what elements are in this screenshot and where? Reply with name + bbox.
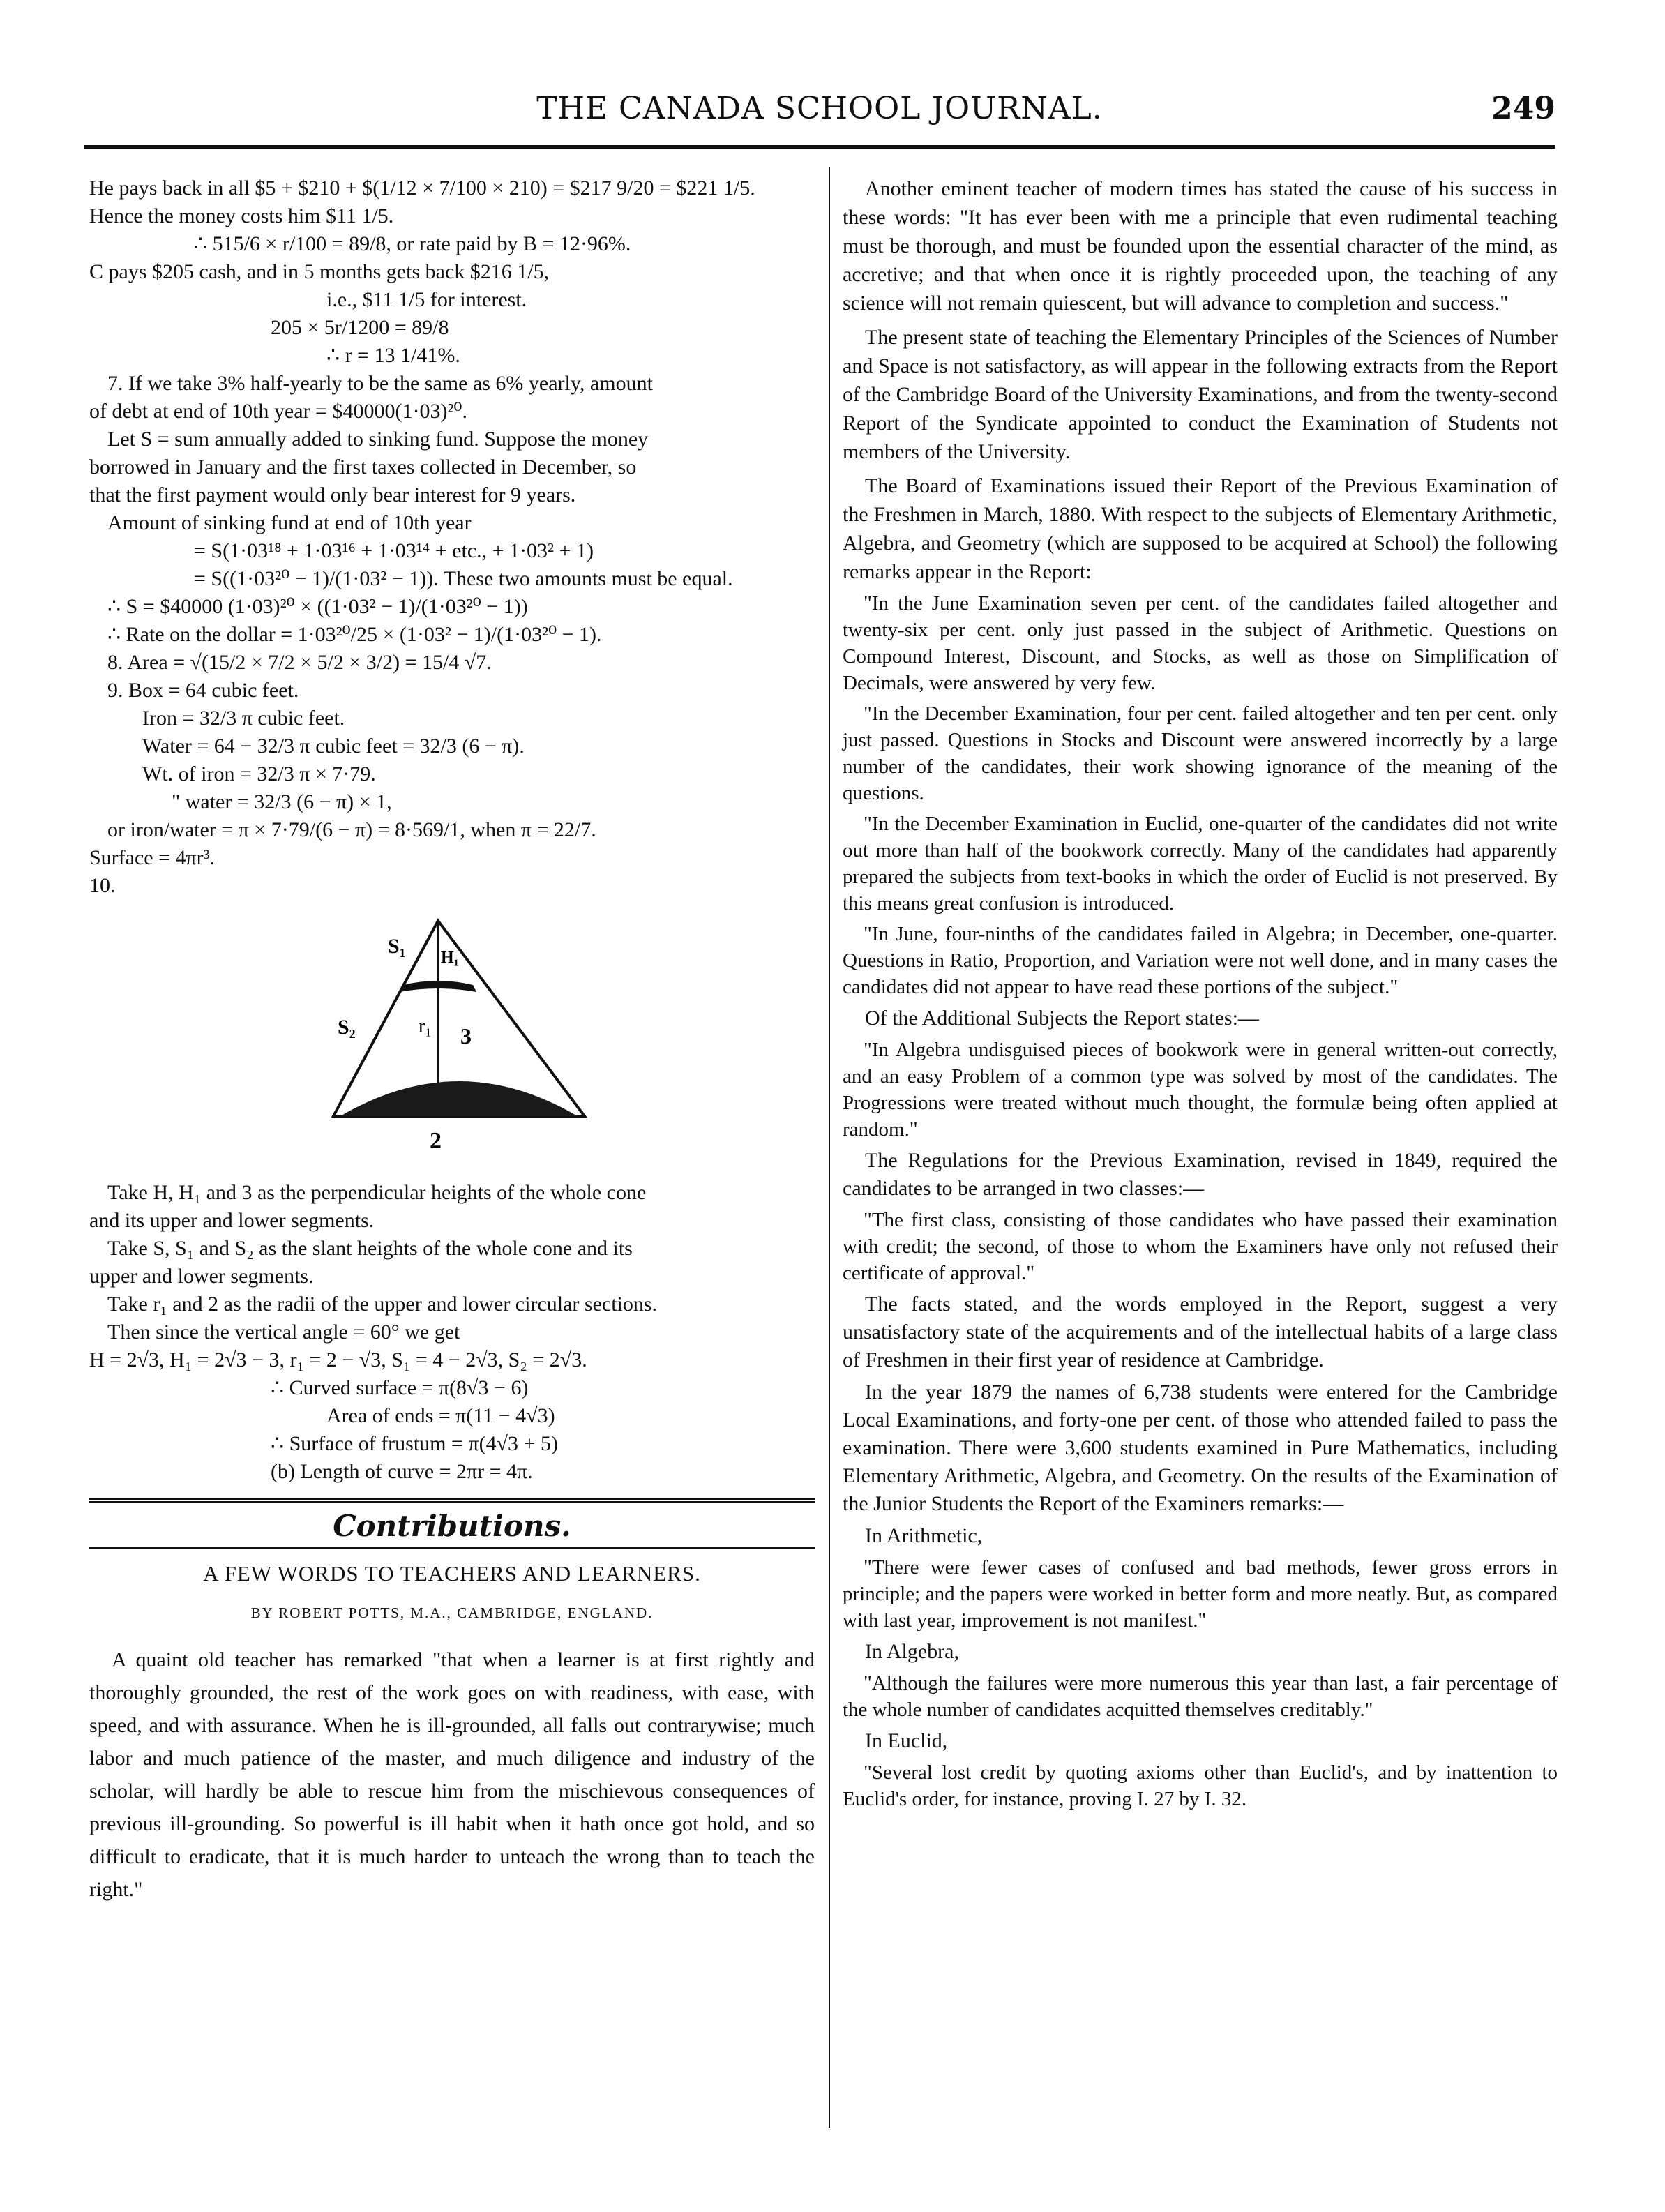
solution-line: 8. Area = √(15/2 × 7/2 × 5/2 × 3/2) = 15/4 √7. [107,651,492,674]
solution-line: 205 × 5r/1200 = 89/8 [271,316,449,339]
paragraph: In Euclid, [865,1729,948,1752]
solution-line: ∴ Curved surface = π(8√3 − 6) [271,1376,529,1399]
paragraph: Of the Additional Subjects the Report states:— [865,1007,1259,1030]
quote-paragraph: "In the June Examination seven per cent. of the candidates failed altogether and twenty-six per cent. only just passed in the subject of Arithmetic. Questions on Compound Interest, Discount, and Stocks, as well as those on Simplification of Decimals, were answered by very few. [843,592,1558,694]
solution-line: = S(1·03¹⁸ + 1·03¹⁶ + 1·03¹⁴ + etc., + 1·03² + 1) [194,539,594,562]
solution-line: or iron/water = π × 7·79/(6 − π) = 8·569/1, when π = 22/7. [107,818,596,841]
solution-line: Amount of sinking fund at end of 10th year [107,511,472,534]
solution-line: Water = 64 − 32/3 π cubic feet = 32/3 (6 − π). [142,735,525,758]
arithmetic-quote [843,1554,1558,1634]
quote-paragraph: "In the December Examination, four per cent. failed altogether and ten per cent. only just passed. Questions in Stocks and Discount were answered incorrectly by a large number of the candidates, their work showing ignorance of the meaning of the questions. [843,702,1558,804]
quote-paragraph: "Although the failures were more numerous this year than last, a fair percentage of the whole number of candidates acquitted themselves creditably." [843,1672,1558,1721]
additional-quote [843,1037,1558,1143]
solution-line: ∴ r = 13 1/41%. [326,344,460,367]
quote-paragraph: "The first class, consisting of those candidates who have passed their examination with credit; the second, of those to whom the Examiners have only not refused their certificate of approval." [843,1209,1558,1284]
label-s1: S₁ [388,935,406,958]
solution-line: 7. If we take 3% half-yearly to be the same as 6% yearly, amount [107,372,653,395]
solution-line: = S((1·03²⁰ − 1)/(1·03² − 1)). These two amounts must be equal. [194,567,733,590]
euclid-quote [843,1759,1558,1812]
label-r1: r₁ [419,1016,432,1037]
solution-line: Then since the vertical angle = 60° we get [107,1321,460,1344]
header-rule [84,145,1555,149]
paragraph: The present state of teaching the Elementary Principles of the Sciences of Number and Space is not satisfactory, as will appear in the following extracts from the Report of the Cambridge Board of the University Examinations, and from the twenty-second Report of the Syndicate appointed to conduct the Examination of Students not members of the University. [843,326,1558,463]
quote-paragraph: "In the December Examination in Euclid, one-quarter of the candidates did not write out more than half of the bookwork correctly. Many of the candidates had apparently prepared the subjects from text-books in which the order of Euclid is not preserved. By this means great confusion is introduced. [843,813,1558,915]
solution-line: ∴ Surface of frustum = π(4√3 + 5) [271,1432,558,1455]
article-paragraph: A quaint old teacher has remarked "that when a learner is at first rightly and thoroughly grounded, the rest of the work goes on with readiness, with ease, with speed, and with assurance. When he is ill-grounded, all falls out contrarywise; much labor and much patience of the master, and much diligence and industry of the scholar, will hardly be able to rescue him from the mischievous consequences of previous ill-grounding. So powerful is ill habit when it hath once got hold, and so difficult to eradicate, that it is much harder to unteach the wrong than to teach the right." [89,1648,815,1901]
label-three: 3 [460,1023,472,1048]
section-title: Contributions. [333,1509,571,1543]
solution-line: (b) Length of curve = 2πr = 4π. [271,1460,533,1483]
quote-paragraph: "In Algebra undisguised pieces of bookwork were in general written-out correctly, and an easy Problem of a common type was solved by most of the candidates. The Progressions were treated without much thought, the formulæ being often applied at random." [843,1039,1558,1141]
solution-line: borrowed in January and the first taxes collected in December, so [89,456,637,479]
solution-line: ∴ Rate on the dollar = 1·03²⁰/25 × (1·03² − 1)/(1·03²⁰ − 1). [107,623,602,646]
article-byline: BY ROBERT POTTS, M.A., CAMBRIDGE, ENGLAND. [250,1604,654,1621]
label-s2: S₂ [338,1016,356,1039]
paragraph: In Algebra, [865,1640,959,1663]
solution-line: ∴ S = $40000 (1·03)²⁰ × ((1·03² − 1)/(1·03²⁰ − 1)) [107,595,528,618]
page-header [84,91,1555,133]
article-body [89,1643,815,1906]
report-quotes [843,590,1558,1000]
title-rule [89,1547,815,1549]
solution-line: " water = 32/3 (6 − π) × 1, [172,790,392,813]
solution-line: and its upper and lower segments. [89,1209,375,1232]
solution-line: Iron = 32/3 π cubic feet. [142,707,345,730]
paragraph: In Arithmetic, [865,1524,983,1547]
quote-paragraph: "There were fewer cases of confused and bad methods, fewer gross errors in principle; and the papers were worked in better form and more neatly. But, as compared with last year, improvement is not manifest." [843,1556,1558,1632]
page-number: 249 [1491,91,1555,126]
column-divider [829,167,830,2128]
solution-line: Wt. of iron = 32/3 π × 7·79. [142,762,376,785]
journal-title: THE CANADA SCHOOL JOURNAL. [536,91,1103,126]
paragraph: In the year 1879 the names of 6,738 students were entered for the Cambridge Local Examinations, and forty-one per cent. of those who attended failed to pass the examination. There were 3,600 students examined in Pure Mathematics, including Elementary Arithmetic, Algebra, and Geometry. On the results of the Examination of the Junior Students the Report of the Examiners remarks:— [843,1380,1558,1515]
solution-line: Take r₁ and 2 as the radii of the upper and lower circular sections. [107,1293,658,1316]
right-column [843,174,1558,1816]
solution-line: Hence the money costs him $11 1/5. [89,204,394,227]
solution-line: 10. [89,874,116,897]
paragraph: The facts stated, and the words employed in the Report, suggest a very unsatisfactory state of the acquirements and of the intellectual habits of a large class of Freshmen in their first year of residence at Cambridge. [843,1293,1558,1371]
cone-frustum-figure [299,907,633,1172]
solution-line: upper and lower segments. [89,1265,314,1288]
solution-line: Take S, S₁ and S₂ as the slant heights of the whole cone and its [107,1237,633,1260]
solution-line: H = 2√3, H₁ = 2√3 − 3, r₁ = 2 − √3, S₁ = 4 − 2√3, S₂ = 2√3. [89,1348,587,1371]
quote-paragraph: "Several lost credit by quoting axioms other than Euclid's, and by inattention to Euclid's order, for instance, proving I. 27 by I. 32. [843,1761,1558,1810]
quote-paragraph: "In June, four-ninths of the candidates failed in Algebra; in December, one-quarter. Questions in Ratio, Proportion, and Variation were not well done, and in many cases the candidates did not appear to have read these portions of the subject." [843,923,1558,998]
paragraph: The Board of Examinations issued their Report of the Previous Examination of the Freshmen in March, 1880. With respect to the subjects of Elementary Arithmetic, Algebra, and Geometry (which are supposed to be acquired at School) the following remarks appear in the Report: [843,474,1558,583]
solution-line: Surface = 4πr³. [89,846,216,869]
label-two: 2 [430,1128,442,1154]
solution-line: Let S = sum annually added to sinking fund. Suppose the money [107,428,649,451]
algebra-quote [843,1670,1558,1723]
solution-line: that the first payment would only bear interest for 9 years. [89,483,576,506]
solution-line: Take H, H₁ and 3 as the perpendicular heights of the whole cone [107,1181,647,1204]
paragraph: Another eminent teacher of modern times has stated the cause of his success in these words: "It has ever been with me a principle that even rudimental teaching must be thorough, and must be founded upon the essential character of the mind, as accretive; and that when once it is rightly proceeded upon, the teaching of any science will not remain quiescent, but will advance to completion and success." [843,177,1558,315]
solution-line: ∴ 515/6 × r/100 = 89/8, or rate paid by B = 12·96%. [194,232,631,255]
section-rule [89,1498,815,1503]
solution-line: C pays $205 cash, and in 5 months gets back $216 1/5, [89,260,550,283]
article-title: A FEW WORDS TO TEACHERS AND LEARNERS. [203,1561,701,1586]
solution-line: Area of ends = π(11 − 4√3) [326,1404,555,1427]
solution-line: of debt at end of 10th year = $40000(1·03)²⁰. [89,400,467,423]
label-h1: H₁ [441,949,459,967]
left-column [89,174,815,1906]
solution-line: 9. Box = 64 cubic feet. [107,679,299,702]
solution-line: i.e., $11 1/5 for interest. [326,288,527,311]
lower-section [340,1081,578,1116]
regulation-quote [843,1207,1558,1286]
solution-line: He pays back in all $5 + $210 + $(1/12 × 7/100 × 210) = $217 9/20 = $221 1/5. [89,176,755,200]
paragraph: The Regulations for the Previous Examination, revised in 1849, required the candidates to be arranged in two classes:— [843,1149,1558,1200]
